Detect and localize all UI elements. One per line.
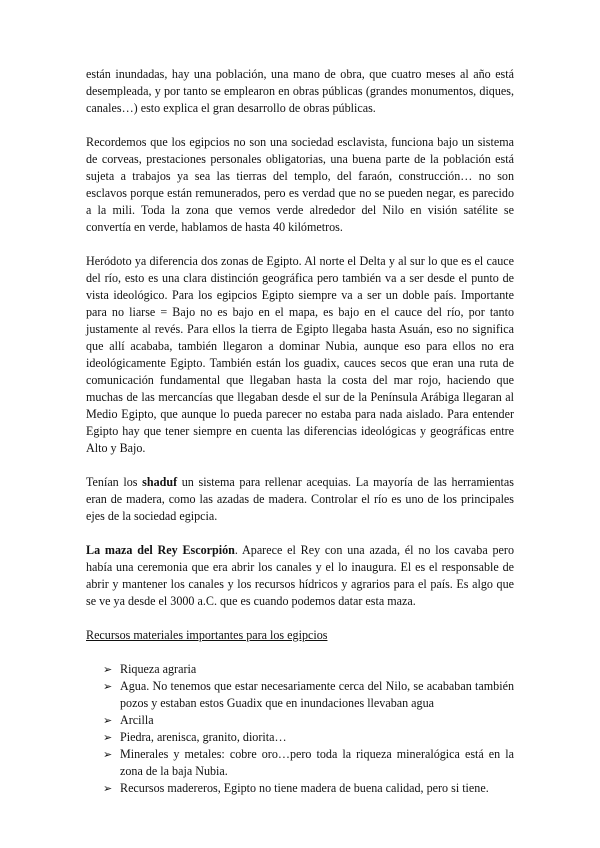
- document-page: [86, 66, 514, 797]
- list-item-text: Recursos madereros, Egipto no tiene madera de buena calidad, pero si tiene.: [120, 781, 489, 795]
- paragraph-public-works: están inundadas, hay una población, una mano de obra, que cuatro meses al año está desempleada, y por tanto se emplearon en obras públicas (grandes monumentos, diques, canales…) esto explica el gran desarrollo de obras públicas.: [86, 67, 514, 115]
- list-item-text: Arcilla: [120, 713, 154, 727]
- list-item-text: Piedra, arenisca, granito, diorita…: [120, 730, 287, 744]
- list-item: [86, 746, 514, 780]
- list-item: [86, 780, 514, 797]
- arrow-bullet-icon: ➢: [103, 748, 113, 761]
- list-item: [86, 661, 514, 678]
- arrow-bullet-icon: ➢: [103, 663, 113, 676]
- list-item-text: Minerales y metales: cobre oro…pero toda la riqueza mineralógica está en la zona de la baja Nubia.: [120, 747, 514, 778]
- list-item: [86, 729, 514, 746]
- arrow-bullet-icon: ➢: [103, 731, 113, 744]
- shaduf-post-text: un sistema para rellenar acequias. La mayoría de las herramientas eran de madera, como las azadas de madera. Controlar el río es uno de los principales ejes de la sociedad egipcia.: [86, 475, 514, 523]
- scorpion-mace-text: . Aparece el Rey con una azada, él no los cavaba pero había una ceremonia que era abrir los canales y el lo inaugura. El es el responsable de abrir y mantener los canales y los recursos hídricos y agrarios para el país. Es algo que se ve ya desde el 3000 a.C. que es cuando podemos datar esta maza.: [86, 543, 514, 608]
- arrow-bullet-icon: ➢: [103, 680, 113, 693]
- resources-heading: Recursos materiales importantes para los egipcios: [86, 628, 328, 642]
- shaduf-term: shaduf: [142, 475, 178, 489]
- shaduf-pre-text: Tenían los: [86, 475, 143, 489]
- paragraph-herodotus-zones: Heródoto ya diferencia dos zonas de Egipto. Al norte el Delta y al sur lo que es el cauce del río, esto es una clara distinción geográfica pero también va a ser desde el punto de vista ideológico. Para los egipcios Egipto siempre va a ser un doble país. Importante para no liarse = Bajo no es bajo en el mapa, es bajo en el cauce del río, por tanto justamente al revés. Para ellos la tierra de Egipto llegaba hasta Asuán, eso no significa que allí acababa, también llegaron a dominar Nubia, aunque eso para ellos no era ideológicamente Egipto. También están los guadix, cauces secos que eran una ruta de comunicación fundamental que llegaban hasta la costa del mar rojo, haciendo que muchas de las mercancías que llegaban desde el sur de la Península Arábiga llegaran al Medio Egipto, que aunque lo pueda parecer no estaba para nada aislado. Para entender Egipto hay que tener siempre en cuenta las diferencias ideológicas y geográficas entre Alto y Bajo.: [86, 254, 514, 455]
- paragraph-scorpion-mace: [86, 542, 514, 610]
- paragraph-shaduf: [86, 474, 514, 525]
- list-item: [86, 712, 514, 729]
- arrow-bullet-icon: ➢: [103, 714, 113, 727]
- resources-list: [86, 661, 514, 797]
- scorpion-mace-term: La maza del Rey Escorpión: [86, 543, 235, 557]
- list-item-text: Agua. No tenemos que estar necesariamente cerca del Nilo, se acababan también pozos y estaban estos Guadix que en inundaciones llevaban agua: [120, 679, 514, 710]
- list-item-text: Riqueza agraria: [120, 662, 197, 676]
- list-item: [86, 678, 514, 712]
- arrow-bullet-icon: ➢: [103, 782, 113, 795]
- paragraph-corvee-system: Recordemos que los egipcios no son una sociedad esclavista, funciona bajo un sistema de corveas, prestaciones personales obligatorias, una buena parte de la población está sujeta a trabajos ya sea las tierras del templo, del faraón, construcción… no son esclavos porque están remunerados, pero es verdad que no se pueden negar, es parecido a la mili. Toda la zona que vemos verde alrededor del Nilo en visión satélite se convertía en verde, hablamos de hasta 40 kilómetros.: [86, 135, 514, 234]
